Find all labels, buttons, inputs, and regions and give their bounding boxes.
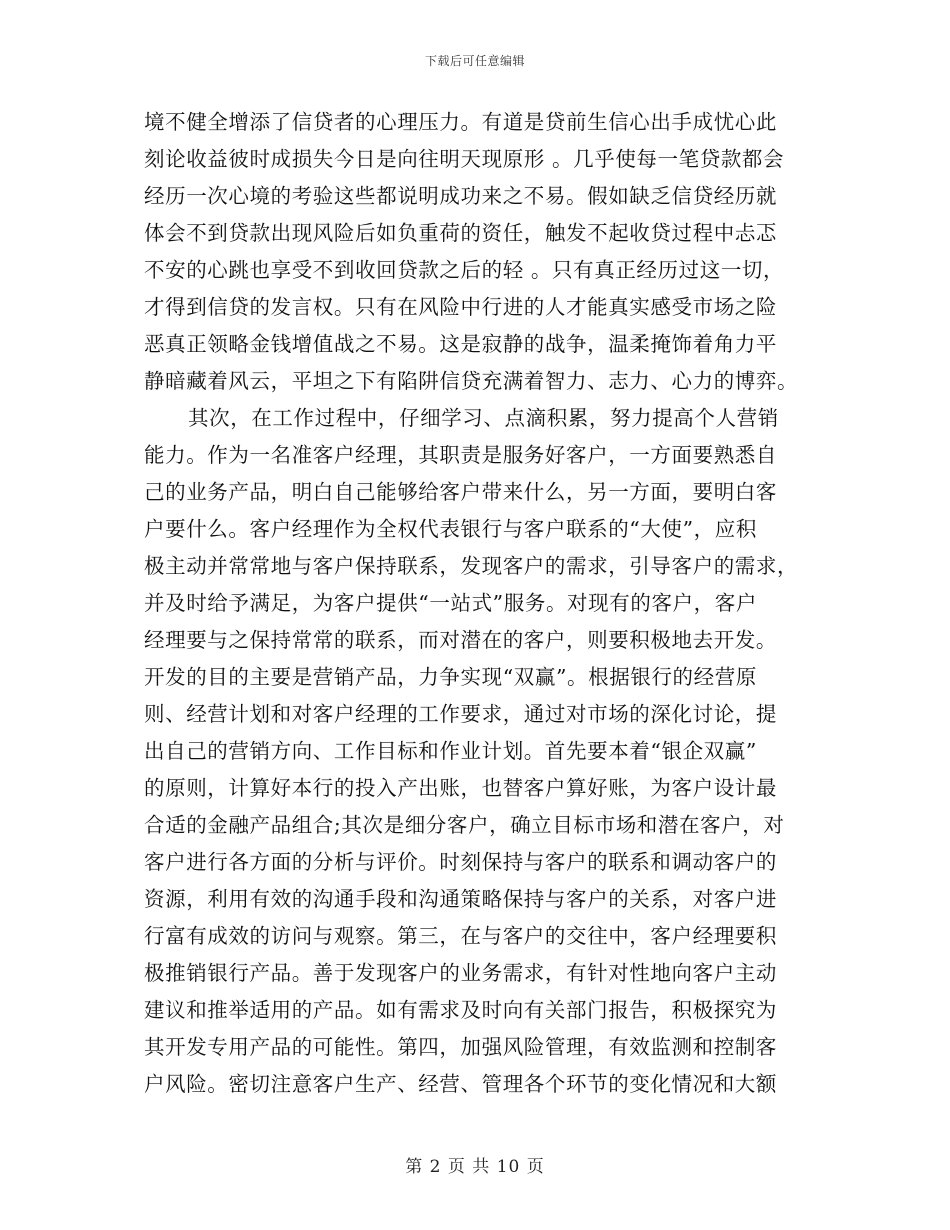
text-line: 行富有成效的访问与观察。第三，在与客户的交往中，客户经理要积 bbox=[144, 924, 777, 948]
text-line: 则、经营计划和对客户经理的工作要求，通过对市场的深化讨论，提 bbox=[144, 702, 777, 726]
text-line: 境不健全增添了信贷者的心理压力。有道是贷前生信心出手成忧心此 bbox=[144, 110, 777, 134]
text-line: 户风险。密切注意客户生产、经营、管理各个环节的变化情况和大额 bbox=[144, 1072, 777, 1096]
text-line: 才得到信贷的发言权。只有在风险中行进的人才能真实感受市场之险 bbox=[144, 295, 777, 319]
text-line: 合适的金融产品组合;其次是细分客户，确立目标市场和潜在客户，对 bbox=[144, 813, 785, 837]
text-line: 恶真正领略金钱增值战之不易。这是寂静的战争，温柔掩饰着角力平 bbox=[144, 332, 777, 356]
page-header: 下载后可任意编辑 bbox=[424, 54, 525, 68]
text-line: 的原则，计算好本行的投入产出账，也替客户算好账，为客户设计最 bbox=[144, 776, 777, 800]
text-line: 经理要与之保持常常的联系，而对潜在的客户，则要积极地去开发。 bbox=[144, 628, 777, 652]
text-line: 客户进行各方面的分析与评价。时刻保持与客户的联系和调动客户的 bbox=[144, 850, 777, 874]
document-body bbox=[144, 104, 812, 1103]
text-line: 能力。作为一名准客户经理，其职责是服务好客户，一方面要熟悉自 bbox=[144, 443, 777, 467]
text-line: 体会不到贷款出现风险后如负重荷的资任，触发不起收贷过程中忐忑 bbox=[144, 221, 777, 245]
page-number-footer: 第 2 页 共 10 页 bbox=[405, 1157, 545, 1177]
text-line: 户要什么。客户经理作为全权代表银行与客户联系的“大使”，应积 bbox=[144, 517, 757, 541]
text-line: 经历一次心境的考验这些都说明成功来之不易。假如缺乏信贷经历就 bbox=[144, 184, 777, 208]
text-line: 其开发专用产品的可能性。第四，加强风险管理，有效监测和控制客 bbox=[144, 1035, 777, 1059]
paragraph-start-line: 其次，在工作过程中，仔细学习、点滴积累，努力提高个人营销 bbox=[188, 406, 779, 430]
text-line: 静暗藏着风云，平坦之下有陷阱信贷充满着智力、志力、心力的博弈。 bbox=[144, 369, 799, 393]
text-line: 极推销银行产品。善于发现客户的业务需求，有针对性地向客户主动 bbox=[144, 961, 777, 985]
text-line: 己的业务产品，明白自己能够给客户带来什么，另一方面，要明白客 bbox=[144, 480, 777, 504]
text-line: 资源，利用有效的沟通手段和沟通策略保持与客户的关系，对客户进 bbox=[144, 887, 777, 911]
text-line: 出自己的营销方向、工作目标和作业计划。首先要本着“银企双赢” bbox=[144, 739, 757, 763]
text-line: 建议和推举适用的产品。如有需求及时向有关部门报告，积极探究为 bbox=[144, 998, 777, 1022]
text-line: 开发的目的主要是营销产品，力争实现“双赢”。根据银行的经营原 bbox=[144, 665, 757, 689]
text-line: 并及时给予满足，为客户提供“一站式”服务。对现有的客户，客户 bbox=[144, 591, 757, 615]
text-line: 不安的心跳也享受不到收回贷款之后的轻 。只有真正经历过这一切， bbox=[144, 258, 785, 282]
text-line: 极主动并常常地与客户保持联系，发现客户的需求，引导客户的需求， bbox=[144, 554, 799, 578]
text-line: 刻论收益彼时成损失今日是向往明天现原形 。几乎使每一笔贷款都会 bbox=[144, 147, 785, 171]
